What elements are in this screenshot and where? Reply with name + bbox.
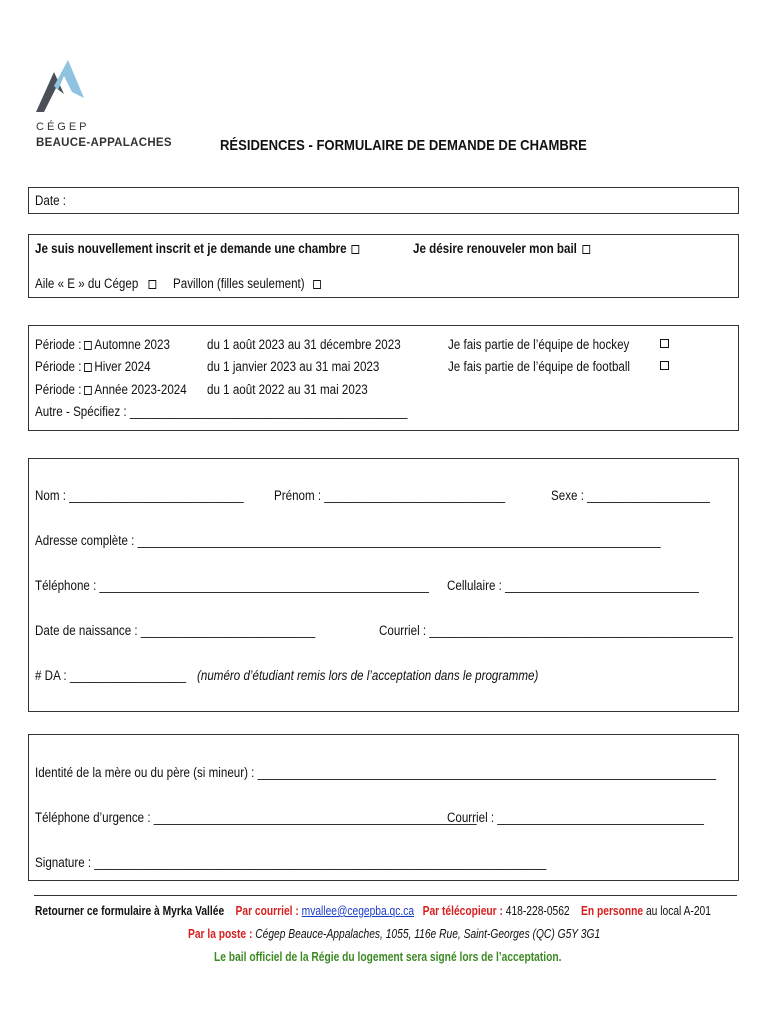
- period-autumn-checkbox[interactable]: [84, 341, 92, 350]
- emergency-phone-field[interactable]: Téléphone d’urgence : __________________________________________________: [35, 810, 477, 825]
- nom-field[interactable]: Nom : ___________________________: [35, 488, 244, 503]
- period-winter-checkbox[interactable]: [84, 363, 92, 372]
- footer-line1: [35, 904, 711, 918]
- other-period-field[interactable]: Autre - Spécifiez : ___________________________________________: [35, 404, 408, 419]
- new-request-label: Je suis nouvellement inscrit et je demande une chambre: [35, 241, 347, 256]
- period-prefix: Période :: [35, 337, 82, 352]
- cegep-logo-icon: [34, 58, 90, 119]
- date-label[interactable]: Date :: [35, 193, 66, 208]
- da-field[interactable]: # DA : __________________: [35, 668, 187, 683]
- new-request-option[interactable]: [35, 241, 360, 256]
- pavillon-label: Pavillon (filles seulement): [173, 276, 305, 291]
- by-email-label: Par courriel :: [235, 904, 299, 918]
- fax-number: 418-228-0562: [505, 904, 570, 918]
- da-note: (numéro d’étudiant remis lors de l’acceptation dans le programme): [197, 668, 539, 683]
- return-label: Retourner ce formulaire à Myrka Vallée: [35, 904, 225, 918]
- student-box: [28, 458, 739, 712]
- email-link[interactable]: mvallee@cegepba.qc.ca: [301, 904, 415, 918]
- signature-field[interactable]: Signature : ______________________________________________________________________: [35, 855, 547, 870]
- footer-divider: [34, 895, 737, 896]
- hockey-label: Je fais partie de l’équipe de hockey: [448, 337, 630, 352]
- renew-checkbox[interactable]: [582, 245, 590, 254]
- football-checkbox[interactable]: [660, 361, 669, 370]
- renew-option[interactable]: [413, 241, 590, 256]
- period-row-autumn[interactable]: [35, 337, 170, 352]
- aile-checkbox[interactable]: [149, 280, 157, 289]
- lease-note: Le bail officiel de la Régie du logement sera signé lors de l’acceptation.: [214, 950, 562, 964]
- in-person-label: En personne: [581, 904, 644, 918]
- period-dates: du 1 janvier 2023 au 31 mai 2023: [207, 359, 380, 374]
- page-title: RÉSIDENCES - FORMULAIRE DE DEMANDE DE CHAMBRE: [220, 137, 587, 154]
- request-box: [28, 234, 739, 298]
- telephone-field[interactable]: Téléphone : ___________________________________________________: [35, 578, 429, 593]
- courriel-field[interactable]: Courriel : _______________________________________________: [379, 623, 733, 638]
- mail-address: Cégep Beauce-Appalaches, 1055, 116e Rue, Saint-Georges (QC) G5Y 3G1: [255, 927, 601, 941]
- footer-line2: [188, 927, 600, 941]
- pavillon-option[interactable]: [173, 276, 321, 291]
- sexe-field[interactable]: Sexe : ___________________: [551, 488, 710, 503]
- pavillon-checkbox[interactable]: [313, 280, 321, 289]
- logo-line2: BEAUCE-APPALACHES: [36, 137, 172, 149]
- period-row-winter[interactable]: [35, 359, 151, 374]
- period-name: Hiver 2024: [94, 359, 151, 374]
- period-dates: du 1 août 2022 au 31 mai 2023: [207, 382, 368, 397]
- naissance-field[interactable]: Date de naissance : ___________________________: [35, 623, 316, 638]
- in-person-location: au local A-201: [645, 904, 711, 918]
- aile-option[interactable]: [35, 276, 156, 291]
- period-box: [28, 325, 739, 431]
- period-prefix: Période :: [35, 382, 82, 397]
- football-label: Je fais partie de l’équipe de football: [448, 359, 631, 374]
- prenom-field[interactable]: Prénom : ____________________________: [274, 488, 506, 503]
- new-request-checkbox[interactable]: [352, 245, 360, 254]
- guardian-email-field[interactable]: Courriel : ________________________________: [447, 810, 704, 825]
- renew-label: Je désire renouveler mon bail: [413, 241, 577, 256]
- period-name: Automne 2023: [94, 337, 170, 352]
- adresse-field[interactable]: Adresse complète : _________________________________________________________________________________: [35, 533, 661, 548]
- aile-label: Aile « E » du Cégep: [35, 276, 139, 291]
- period-prefix: Période :: [35, 359, 82, 374]
- period-year-checkbox[interactable]: [84, 386, 92, 395]
- guardian-box: [28, 734, 739, 881]
- period-row-year[interactable]: [35, 382, 187, 397]
- by-fax-label: Par télécopieur :: [422, 904, 503, 918]
- period-dates: du 1 août 2023 au 31 décembre 2023: [207, 337, 401, 352]
- by-mail-label: Par la poste :: [188, 927, 253, 941]
- cellulaire-field[interactable]: Cellulaire : ______________________________: [447, 578, 699, 593]
- parent-identity-field[interactable]: Identité de la mère ou du père (si mineur) : _______________________________________________________________________: [35, 765, 717, 780]
- hockey-checkbox[interactable]: [660, 339, 669, 348]
- period-name: Année 2023-2024: [94, 382, 187, 397]
- logo-line1: CÉGEP: [36, 121, 90, 133]
- date-box: [28, 187, 739, 214]
